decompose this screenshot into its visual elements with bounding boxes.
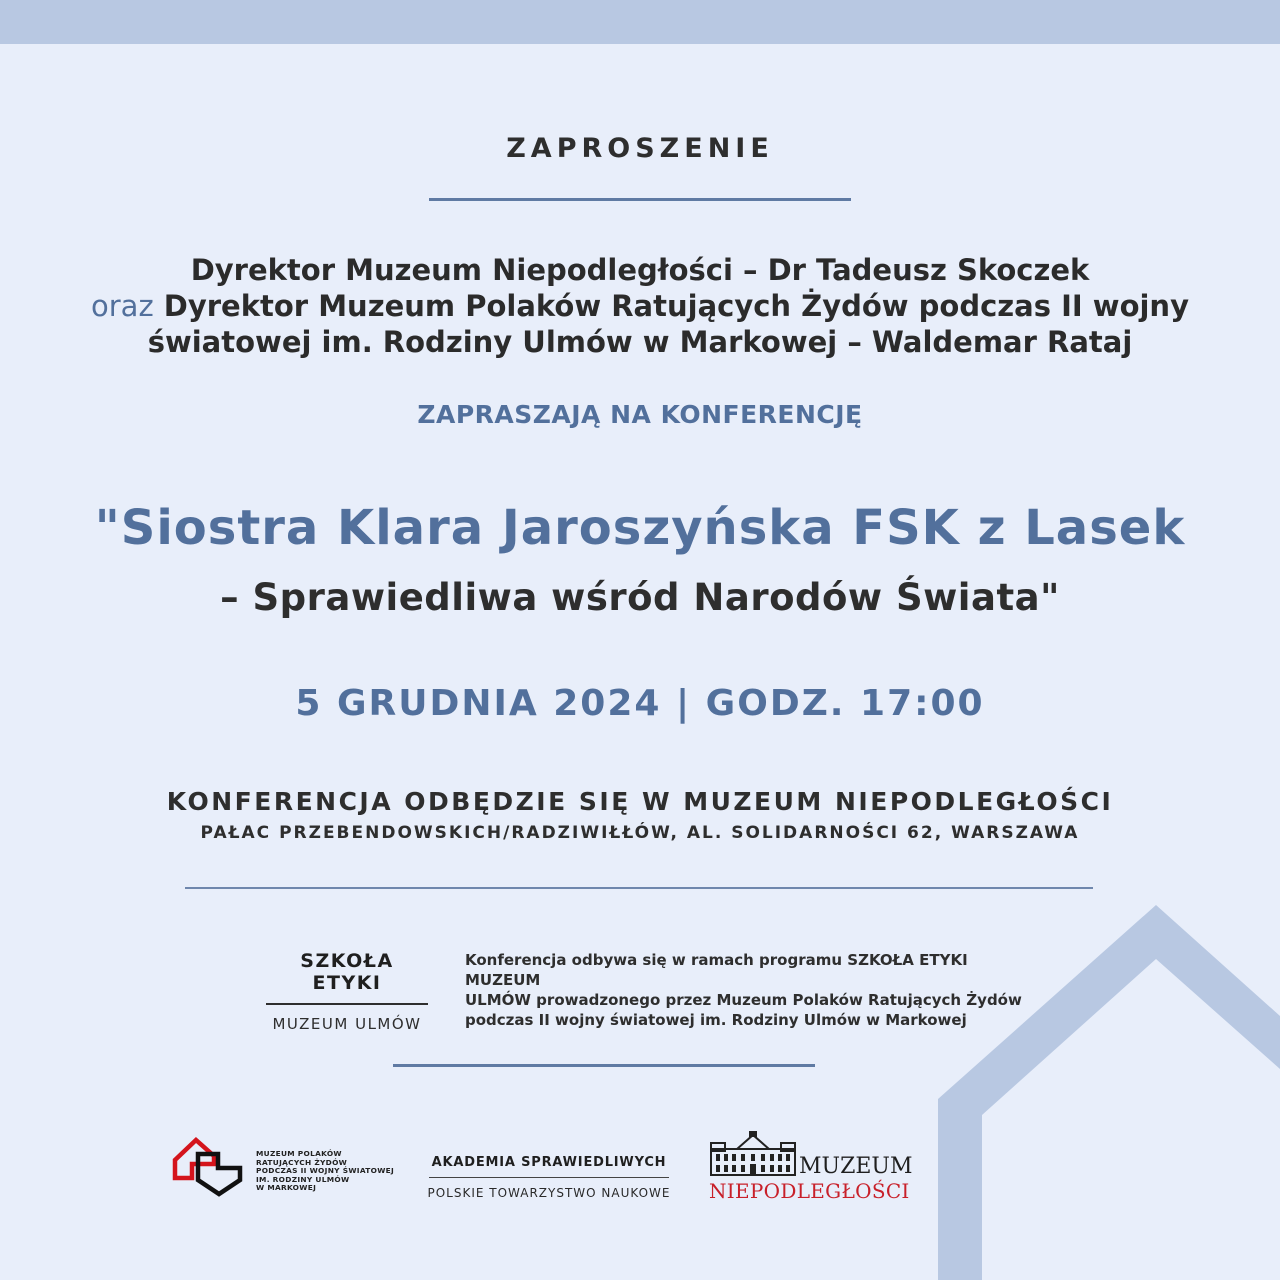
divider-top: [429, 198, 851, 201]
school-logo: [262, 950, 432, 1033]
ulma-line: RATUJĄCYCH ŻYDÓW: [256, 1157, 348, 1167]
muzeum-word: MUZEUM: [799, 1154, 913, 1179]
akademia-subtitle: POLSKIE TOWARZYSTWO NAUKOWE: [427, 1186, 671, 1200]
directors-line-1: Dyrektor Muzeum Niepodległości – Dr Tadeusz Skoczek: [190, 253, 1090, 287]
ulma-museum-logo: [172, 1132, 402, 1198]
school-name: SZKOŁA ETYKI: [300, 950, 394, 994]
ulma-line: MUZEUM POLAKÓW: [256, 1149, 342, 1158]
niepodleglosci-word: NIEPODLEGŁOŚCI: [709, 1179, 910, 1203]
house-knot-icon: [172, 1132, 244, 1198]
directors-line-2: [0, 288, 1280, 324]
ulma-line: W MARKOWEJ: [256, 1183, 317, 1192]
school-subtitle: MUZEUM ULMÓW: [272, 1015, 422, 1033]
event-date: 5 GRUDNIA 2024 | GODZ. 17:00: [295, 683, 985, 724]
directors-line-3: światowej im. Rodziny Ulmów w Markowej – Waldemar Rataj: [147, 325, 1133, 359]
directors-line-2-rest: Dyrektor Muzeum Polaków Ratujących Żydów podczas II wojny: [153, 289, 1189, 323]
akademia-name: AKADEMIA SPRAWIEDLIWYCH: [431, 1155, 667, 1170]
ulma-line: IM. RODZINY ULMÓW: [256, 1174, 350, 1184]
divider-middle: [185, 887, 1093, 889]
ulma-line: PODCZAS II WOJNY ŚWIATOWEJ: [256, 1166, 395, 1175]
program-line-2: ULMÓW prowadzonego przez Muzeum Polaków Ratujących Żydów: [465, 991, 1022, 1009]
program-description: [465, 950, 1045, 1030]
invitation-title: ZAPROSZENIE: [506, 133, 774, 164]
program-line-3: podczas II wojny światowej im. Rodziny Ulmów w Markowej: [465, 1011, 967, 1029]
school-divider: [266, 1003, 428, 1005]
akademia-divider: [429, 1177, 669, 1178]
invite-heading: ZAPRASZAJĄ NA KONFERENCJĘ: [417, 400, 863, 429]
ulma-museum-text: [256, 1150, 394, 1193]
venue-line-1: KONFERENCJA ODBĘDZIE SIĘ W MUZEUM NIEPODLEGŁOŚCI: [166, 787, 1114, 816]
conference-title-line-1: "Siostra Klara Jaroszyńska FSK z Lasek: [94, 500, 1186, 556]
divider-bottom: [393, 1064, 815, 1067]
akademia-logo: [423, 1155, 675, 1200]
top-band: [0, 0, 1280, 44]
palace-icon: [709, 1131, 797, 1177]
program-line-1: Konferencja odbywa się w ramach programu SZKOŁA ETYKI MUZEUM: [465, 951, 968, 989]
directors-block: [0, 252, 1280, 360]
muzeum-niepodleglosci-logo: [709, 1131, 913, 1206]
venue-address: PAŁAC PRZEBENDOWSKICH/RADZIWIŁŁÓW, AL. SOLIDARNOŚCI 62, WARSZAWA: [200, 823, 1080, 843]
conference-title-line-2: – Sprawiedliwa wśród Narodów Świata": [220, 576, 1060, 619]
conjunction-oraz: oraz: [91, 289, 154, 323]
